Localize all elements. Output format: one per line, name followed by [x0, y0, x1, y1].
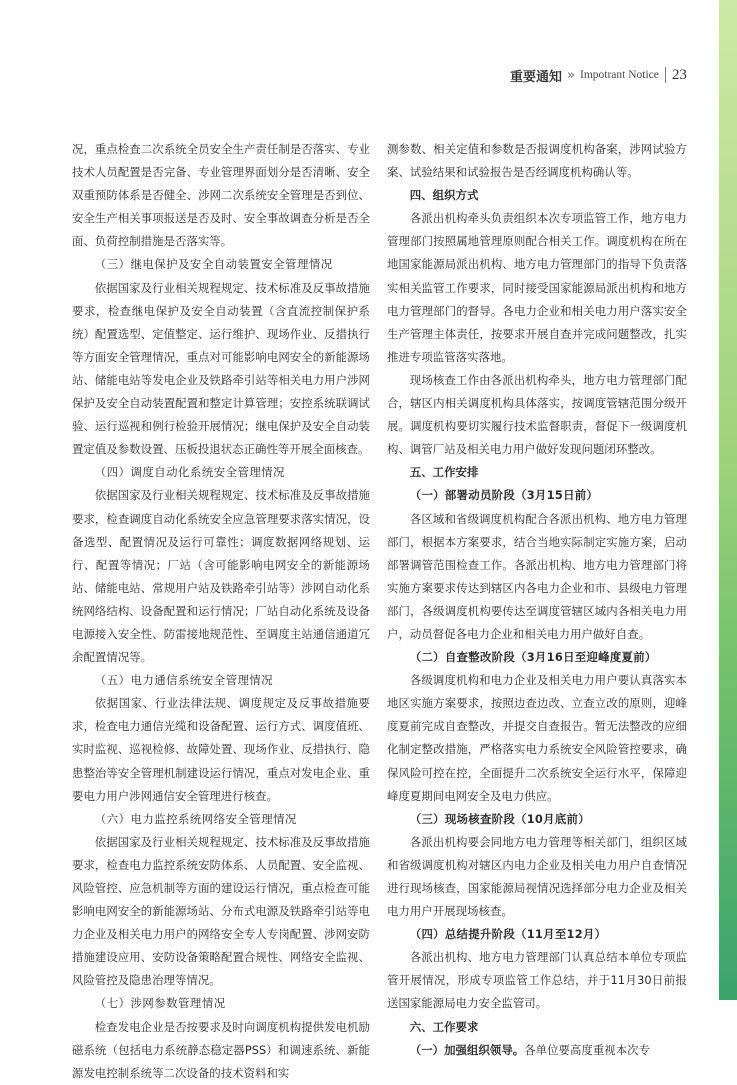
paragraph-with-lead	[387, 1039, 687, 1062]
header-section-english: Impotrant Notice	[579, 69, 659, 81]
right-column	[387, 138, 687, 1062]
left-column	[72, 138, 370, 1085]
paragraph: 检查发电企业是否按要求及时向调度机构提供发电机励磁系统（包括电力系统静态稳定器PSS）和调速系统、新能源发电控制系统等二次设备的技术资料和实	[72, 1019, 370, 1080]
paragraph: 各区域和省级调度机构配合各派出机构、地方电力管理部门，根据本方案要求，结合当地实际制定实施方案，启动部署调管范围检查工作。各派出机构、地方电力管理部门将实施方案要求传达到辖区内各电力企业和市、县级电力管理部门，各级调度机构要传达至调度管辖区域内各相关电力用户，动员督促各电力企业和相关电力用户做好自查。	[387, 511, 687, 641]
subsection-heading: （五）电力通信系统安全管理情况	[94, 673, 274, 688]
page-number: 23	[671, 66, 687, 83]
paragraph: 依据国家及行业相关规程规定、技术标准及反事故措施要求，检查电力监控系统安防体系、人员配置、安全监视、风险管控、应急机制等方面的建设运行情况，重点检查可能影响电网安全的新能源场站、分布式电源及铁路牵引站等电力企业及相关电力用户的网络安全专人专岗配置、涉网安防措施建设应用、安防设备策略配置合规性、网络安全监视、风险管控及隐患治理等情况。	[72, 834, 370, 988]
section-heading: 四、组织方式	[409, 188, 479, 203]
subsection-heading: （七）涉网参数管理情况	[94, 996, 226, 1011]
section-heading: 六、工作要求	[409, 1019, 479, 1034]
paragraph: 测参数、相关定值和参数是否报调度机构备案，涉网试验方案、试验结果和试验报告是否经调度机构确认等。	[387, 142, 687, 180]
subsection-heading: （四）总结提升阶段（11月至12月）	[409, 927, 607, 942]
paragraph: 况，重点检查二次系统全员安全生产责任制是否落实、专业技术人员配置是否完备、专业管理界面划分是否清晰、安全双重预防体系是否健全、涉网二次系统安全管理是否到位、安全生产相关事项报送是否及时、安全事故调查分析是否全面、负荷控制措施是否落实等。	[72, 142, 370, 249]
paragraph: 各派出机构要会同地方电力管理等相关部门，组织区域和省级调度机构对辖区内电力企业及相关电力用户自查情况进行现场核查，国家能源局视情况选择部分电力企业及相关电力用户开展现场核查。	[387, 834, 687, 919]
subsection-heading: （二）自查整改阶段（3月16日至迎峰度夏前）	[409, 650, 657, 665]
double-chevron-icon: »	[567, 67, 575, 83]
section-heading: 五、工作安排	[409, 465, 479, 480]
paragraph: 现场核查工作由各派出机构牵头，地方电力管理部门配合，辖区内相关调度机构具体落实，按调度管辖范围分级开展。调度机构要切实履行技术监督职责，督促下一级调度机构、调管厂站及相关电力用户做好发现问题闭环整改。	[387, 372, 687, 457]
subsection-heading: （三）现场核查阶段（10月底前）	[409, 811, 590, 826]
paragraph: 各派出机构、地方电力管理部门认真总结本单位专项监管开展情况，形成专项监管工作总结，并于11月30日前报送国家能源局电力安全监管司。	[387, 950, 687, 1011]
decorative-side-bar	[719, 0, 737, 1000]
header-section-title: 重要通知	[510, 69, 563, 85]
subsection-heading: （一）部署动员阶段（3月15日前）	[409, 488, 599, 503]
running-header	[510, 64, 687, 86]
subsection-heading: （三）继电保护及安全自动装置安全管理情况	[94, 257, 333, 272]
paragraph-text: 各单位要高度重视本次专	[524, 1042, 651, 1057]
paragraph: 各级调度机构和电力企业及相关电力用户要认真落实本地区实施方案要求，按照边查边改、立查立改的原则，迎峰度夏前完成自查整改，并提交自查报告。暂无法整改的应细化制定整改措施，严格落实电力系统安全风险管控要求，确保风险可控在控，全面提升二次系统安全运行水平，保障迎峰度夏期间电网安全及电力供应。	[387, 673, 687, 803]
paragraph: 依据国家、行业法律法规、调度规定及反事故措施要求，检查电力通信光缆和设备配置、运行方式、调度值班、实时监视、巡视检修、故障处置、现场作业、反措执行、隐患整治等安全管理机制建设运行情况，重点对发电企业、重要电力用户涉网通信安全管理进行核查。	[72, 696, 370, 803]
inline-heading: （一）加强组织领导。	[409, 1042, 525, 1057]
header-divider	[665, 67, 666, 83]
subsection-heading: （四）调度自动化系统安全管理情况	[94, 465, 286, 480]
subsection-heading: （六）电力监控系统网络安全管理情况	[94, 811, 297, 826]
paragraph: 各派出机构牵头负责组织本次专项监管工作，地方电力管理部门按照属地管理原则配合相关工作。调度机构在所在地国家能源局派出机构、地方电力管理部门的指导下负责落实相关监管工作要求，同时接受国家能源局派出机构和地方电力管理部门的督导。各电力企业和相关电力用户落实安全生产管理主体责任，按要求开展自查并完成问题整改，扎实推进专项监管落实落地。	[387, 211, 687, 364]
paragraph: 依据国家及行业相关规程规定、技术标准及反事故措施要求，检查调度自动化系统安全应急管理要求落实情况，设备选型、配置情况及运行可靠性；调度数据网络规划、运行、配置等情况；厂站（含可能影响电网安全的新能源场站、储能电站、常规用户站及铁路牵引站等）涉网自动化系统网络结构、设备配置和运行情况；厂站自动化系统及设备电源接入安全性、防雷接地规范性、至调度主站通信通道冗余配置情况等。	[72, 488, 370, 665]
paragraph: 依据国家及行业相关规程规定、技术标准及反事故措施要求，检查继电保护及安全自动装置（含直流控制保护系统）配置选型、定值整定、运行维护、现场作业、反措执行等方面安全管理情况，重点对可能影响电网安全的新能源场站、储能电站等发电企业及铁路牵引站等相关电力用户涉网保护及安全自动装置配置和整定计算管理；安控系统联调试验、运行巡视和例行检验开展情况；继电保护及安全自动装置定值及参数设置、压板投退状态正确性等开展全面核查。	[72, 280, 370, 457]
